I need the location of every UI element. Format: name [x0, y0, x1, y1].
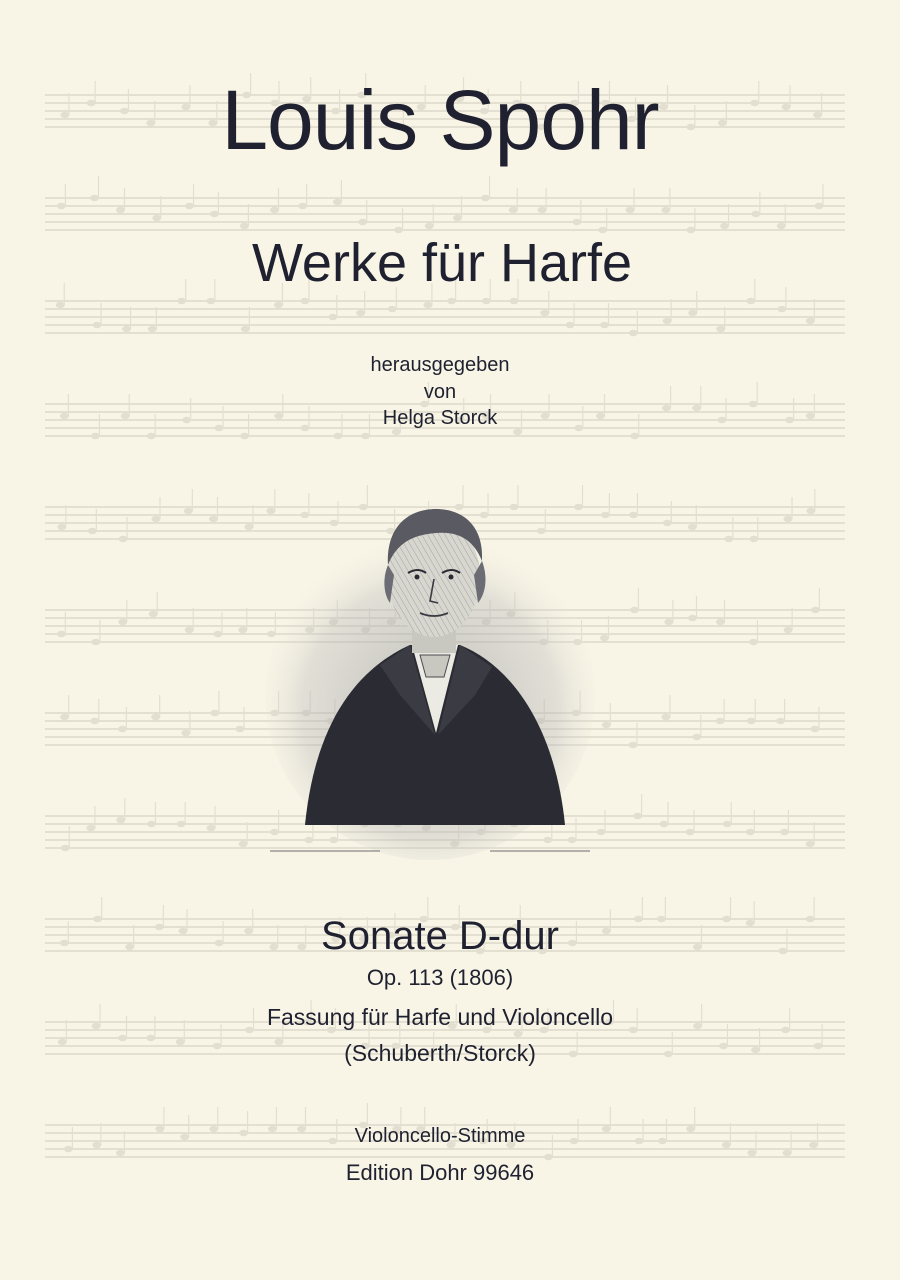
version-line: Fassung für Harfe und Violoncello — [266, 1004, 614, 1030]
engraved-portrait-image — [260, 495, 600, 865]
part-label: Violoncello-Stimme — [354, 1125, 526, 1147]
editor-label: herausgegeben — [370, 354, 510, 376]
edition-number: Edition Dohr 99646 — [345, 1160, 535, 1185]
opus-number: Op. 113 (1806) — [366, 965, 514, 990]
arrangers-line: (Schuberth/Storck) — [344, 1040, 536, 1066]
composer-name: Louis Spohr — [221, 73, 659, 167]
editor-name: Helga Storck — [382, 407, 498, 429]
work-title: Sonate D-dur — [321, 914, 559, 958]
editor-label-von: von — [423, 381, 457, 403]
collection-title: Werke für Harfe — [251, 233, 633, 293]
